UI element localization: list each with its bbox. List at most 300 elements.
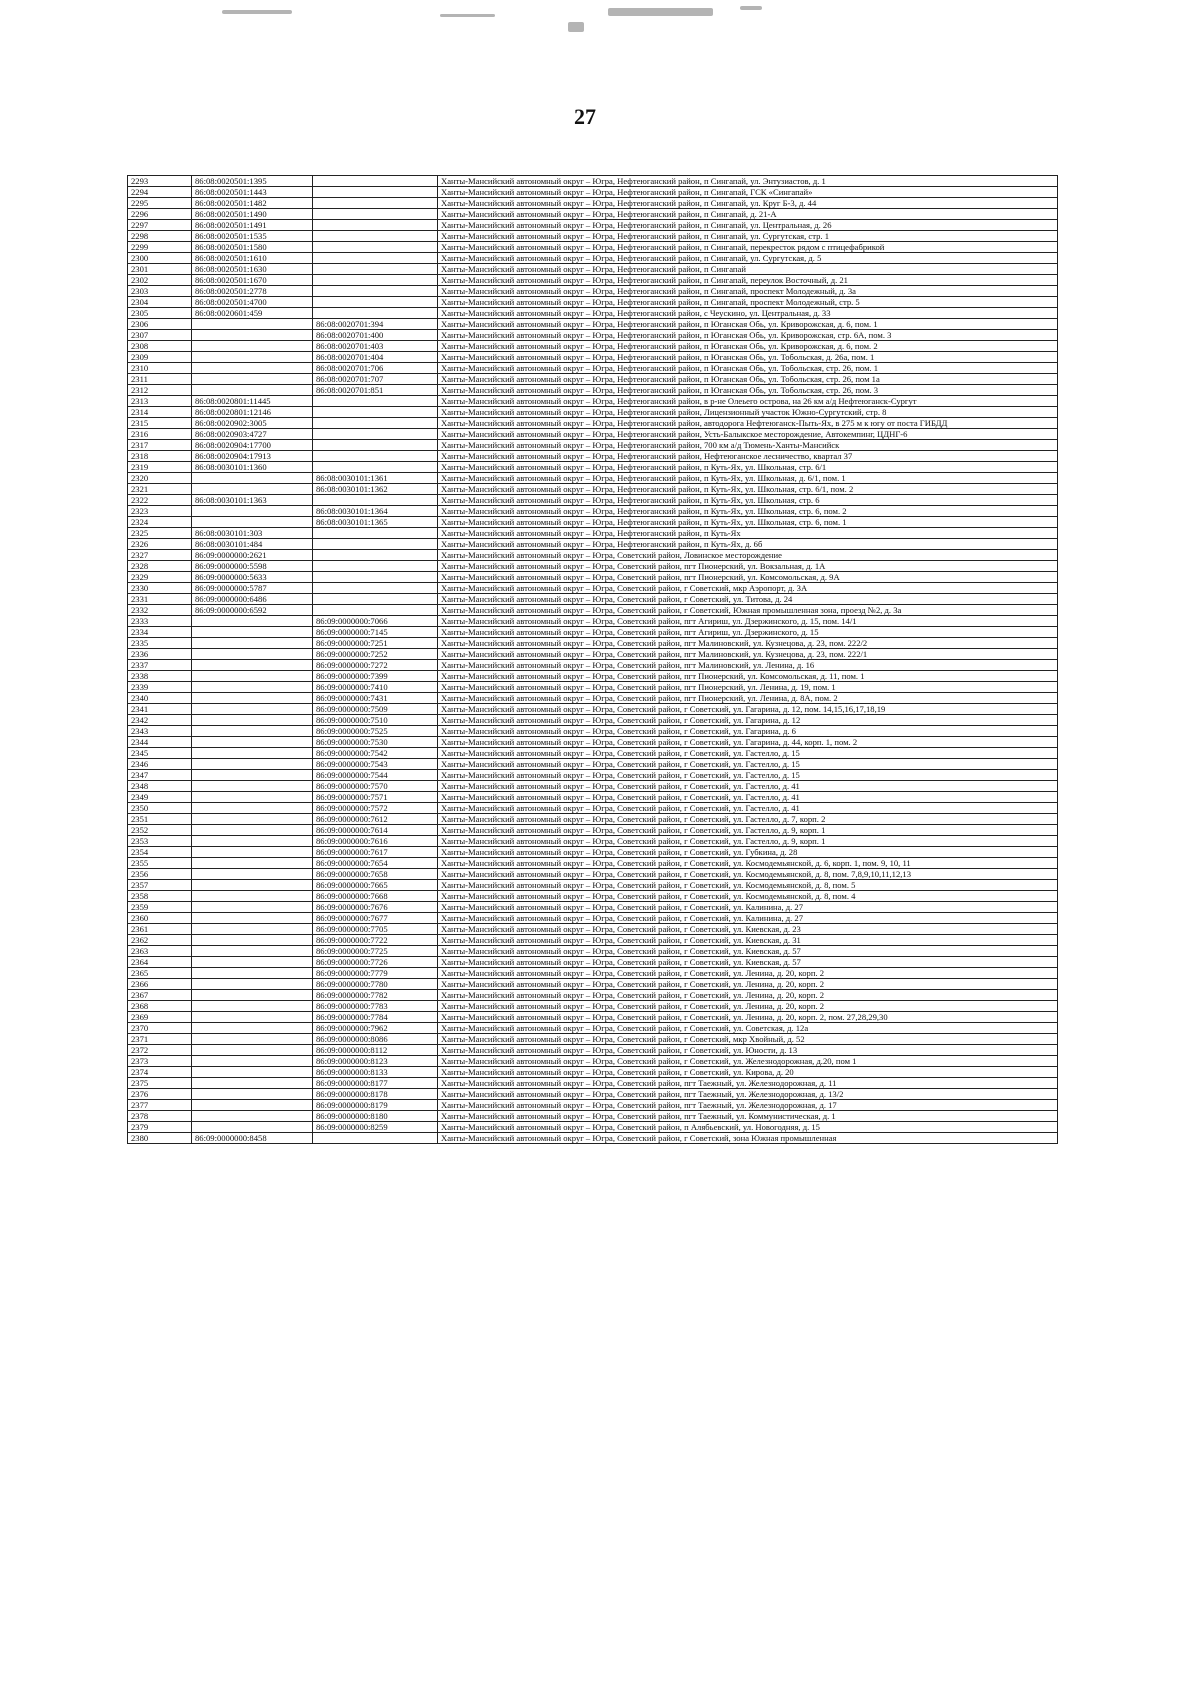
table-row xyxy=(128,979,1058,990)
address-cell: Ханты-Мансийский автономный округ – Югра, Нефтеюганский район, п Сингапай, ул. Энтузиастов, д. 1 xyxy=(438,176,1058,187)
address-cell: Ханты-Мансийский автономный округ – Югра, Советский район, г Советский, ул. Юности, д. 13 xyxy=(438,1045,1058,1056)
cadastral-number-cell: 86:08:0020903:4727 xyxy=(192,429,313,440)
table-row xyxy=(128,385,1058,396)
address-cell: Ханты-Мансийский автономный округ – Югра, Советский район, пгт Пионерский, ул. Комсомольская, д. 11, пом. 1 xyxy=(438,671,1058,682)
premises-cadastral-number-cell: 86:09:0000000:7509 xyxy=(313,704,438,715)
row-number-cell: 2372 xyxy=(128,1045,192,1056)
address-cell: Ханты-Мансийский автономный округ – Югра, Советский район, г Советский, ул. Гастелло, д. 41 xyxy=(438,803,1058,814)
row-number-cell: 2357 xyxy=(128,880,192,891)
cadastral-number-cell xyxy=(192,352,313,363)
row-number-cell: 2311 xyxy=(128,374,192,385)
row-number-cell: 2320 xyxy=(128,473,192,484)
premises-cadastral-number-cell: 86:08:0020701:851 xyxy=(313,385,438,396)
premises-cadastral-number-cell xyxy=(313,561,438,572)
table-row xyxy=(128,803,1058,814)
row-number-cell: 2375 xyxy=(128,1078,192,1089)
premises-cadastral-number-cell: 86:08:0030101:1362 xyxy=(313,484,438,495)
cadastral-number-cell: 86:09:0000000:5598 xyxy=(192,561,313,572)
premises-cadastral-number-cell: 86:09:0000000:8086 xyxy=(313,1034,438,1045)
premises-cadastral-number-cell xyxy=(313,198,438,209)
cadastral-number-cell xyxy=(192,770,313,781)
row-number-cell: 2298 xyxy=(128,231,192,242)
table-row xyxy=(128,847,1058,858)
row-number-cell: 2317 xyxy=(128,440,192,451)
premises-cadastral-number-cell: 86:09:0000000:7616 xyxy=(313,836,438,847)
address-cell: Ханты-Мансийский автономный округ – Югра, Советский район, г Советский, ул. Гастелло, д. 41 xyxy=(438,781,1058,792)
address-cell: Ханты-Мансийский автономный округ – Югра, Нефтеюганский район, п Куть-Ях, ул. Школьная, стр. 6, пом. 2 xyxy=(438,506,1058,517)
row-number-cell: 2362 xyxy=(128,935,192,946)
premises-cadastral-number-cell: 86:09:0000000:7617 xyxy=(313,847,438,858)
table-row xyxy=(128,836,1058,847)
address-cell: Ханты-Мансийский автономный округ – Югра, Советский район, г Советский, ул. Гастелло, д. 9, корп. 1 xyxy=(438,836,1058,847)
cadastral-number-cell xyxy=(192,880,313,891)
table-row xyxy=(128,814,1058,825)
row-number-cell: 2294 xyxy=(128,187,192,198)
table-row xyxy=(128,1023,1058,1034)
cadastral-number-cell: 86:09:0000000:6592 xyxy=(192,605,313,616)
row-number-cell: 2299 xyxy=(128,242,192,253)
address-cell: Ханты-Мансийский автономный округ – Югра, Нефтеюганский район, п Куть-Ях, ул. Школьная, стр. 6/1 xyxy=(438,462,1058,473)
cadastral-number-cell xyxy=(192,1034,313,1045)
cadastral-number-cell xyxy=(192,748,313,759)
table-row xyxy=(128,1034,1058,1045)
cadastral-number-cell xyxy=(192,869,313,880)
table-row xyxy=(128,572,1058,583)
row-number-cell: 2307 xyxy=(128,330,192,341)
address-cell: Ханты-Мансийский автономный округ – Югра, Нефтеюганский район, 700 км а/д Тюмень-Ханты-Мансийск xyxy=(438,440,1058,451)
address-cell: Ханты-Мансийский автономный округ – Югра, Нефтеюганский район, п Юганская Обь, ул. Тобольская, стр. 26, пом. 3 xyxy=(438,385,1058,396)
table-row xyxy=(128,968,1058,979)
premises-cadastral-number-cell xyxy=(313,231,438,242)
table-row xyxy=(128,396,1058,407)
cadastral-number-cell: 86:08:0020501:1395 xyxy=(192,176,313,187)
address-cell: Ханты-Мансийский автономный округ – Югра, Нефтеюганский район, п Куть-Ях, ул. Школьная, стр. 6/1, пом. 2 xyxy=(438,484,1058,495)
address-cell: Ханты-Мансийский автономный округ – Югра, Советский район, г Советский, ул. Ленина, д. 20, корп. 2, пом. 27,28,29,30 xyxy=(438,1012,1058,1023)
row-number-cell: 2360 xyxy=(128,913,192,924)
table-row xyxy=(128,1111,1058,1122)
cadastral-number-cell xyxy=(192,649,313,660)
cadastral-number-cell xyxy=(192,1001,313,1012)
premises-cadastral-number-cell: 86:08:0020701:706 xyxy=(313,363,438,374)
table-row xyxy=(128,693,1058,704)
cadastral-number-cell xyxy=(192,1122,313,1133)
premises-cadastral-number-cell: 86:09:0000000:7544 xyxy=(313,770,438,781)
address-cell: Ханты-Мансийский автономный округ – Югра, Советский район, г Советский, ул. Гастелло, д. 9, корп. 1 xyxy=(438,825,1058,836)
table-row xyxy=(128,330,1058,341)
table-row xyxy=(128,1133,1058,1144)
table-row xyxy=(128,198,1058,209)
row-number-cell: 2333 xyxy=(128,616,192,627)
cadastral-number-cell: 86:08:0020501:2778 xyxy=(192,286,313,297)
table-row xyxy=(128,1001,1058,1012)
table-row xyxy=(128,264,1058,275)
table-row xyxy=(128,891,1058,902)
premises-cadastral-number-cell xyxy=(313,572,438,583)
address-cell: Ханты-Мансийский автономный округ – Югра, Советский район, г Советский, ул. Космодемьянской, д. 6, корп. 1, пом. 9, 10, 11 xyxy=(438,858,1058,869)
table-row xyxy=(128,737,1058,748)
cadastral-number-cell xyxy=(192,1089,313,1100)
table-row xyxy=(128,924,1058,935)
address-cell: Ханты-Мансийский автономный округ – Югра, Советский район, пгт Малиновский, ул. Ленина, д. 16 xyxy=(438,660,1058,671)
address-cell: Ханты-Мансийский автономный округ – Югра, Советский район, г Советский, зона Южная промышленная xyxy=(438,1133,1058,1144)
address-cell: Ханты-Мансийский автономный округ – Югра, Советский район, Ловинское месторождение xyxy=(438,550,1058,561)
table-row xyxy=(128,341,1058,352)
registry-table-body xyxy=(128,176,1058,1144)
premises-cadastral-number-cell: 86:09:0000000:7705 xyxy=(313,924,438,935)
row-number-cell: 2373 xyxy=(128,1056,192,1067)
row-number-cell: 2339 xyxy=(128,682,192,693)
row-number-cell: 2345 xyxy=(128,748,192,759)
premises-cadastral-number-cell: 86:08:0020701:400 xyxy=(313,330,438,341)
table-row xyxy=(128,627,1058,638)
premises-cadastral-number-cell xyxy=(313,187,438,198)
address-cell: Ханты-Мансийский автономный округ – Югра, Советский район, г Советский, ул. Гагарина, д. 12, пом. 14,15,16,17,18,19 xyxy=(438,704,1058,715)
address-cell: Ханты-Мансийский автономный округ – Югра, Нефтеюганский район, Усть-Балыкское месторождение, Автокемпинг, ЦДНГ-6 xyxy=(438,429,1058,440)
premises-cadastral-number-cell xyxy=(313,550,438,561)
premises-cadastral-number-cell xyxy=(313,462,438,473)
premises-cadastral-number-cell: 86:09:0000000:7726 xyxy=(313,957,438,968)
premises-cadastral-number-cell: 86:09:0000000:7525 xyxy=(313,726,438,737)
premises-cadastral-number-cell xyxy=(313,275,438,286)
cadastral-number-cell xyxy=(192,660,313,671)
cadastral-number-cell xyxy=(192,1023,313,1034)
table-row xyxy=(128,209,1058,220)
table-row xyxy=(128,286,1058,297)
premises-cadastral-number-cell: 86:09:0000000:7658 xyxy=(313,869,438,880)
table-row xyxy=(128,297,1058,308)
address-cell: Ханты-Мансийский автономный округ – Югра, Нефтеюганский район, п Юганская Обь, ул. Тобольская, стр. 26, пом. 1 xyxy=(438,363,1058,374)
premises-cadastral-number-cell xyxy=(313,176,438,187)
cadastral-number-cell xyxy=(192,979,313,990)
row-number-cell: 2309 xyxy=(128,352,192,363)
premises-cadastral-number-cell xyxy=(313,1133,438,1144)
address-cell: Ханты-Мансийский автономный округ – Югра, Нефтеюганский район, автодорога Нефтеюганск-Пыть-Ях, в 275 м к югу от поста ГИБДД xyxy=(438,418,1058,429)
address-cell: Ханты-Мансийский автономный округ – Югра, Советский район, г Советский, ул. Советская, д. 12а xyxy=(438,1023,1058,1034)
table-row xyxy=(128,561,1058,572)
premises-cadastral-number-cell: 86:09:0000000:7272 xyxy=(313,660,438,671)
row-number-cell: 2316 xyxy=(128,429,192,440)
table-row xyxy=(128,880,1058,891)
row-number-cell: 2352 xyxy=(128,825,192,836)
row-number-cell: 2378 xyxy=(128,1111,192,1122)
row-number-cell: 2340 xyxy=(128,693,192,704)
row-number-cell: 2371 xyxy=(128,1034,192,1045)
cadastral-number-cell xyxy=(192,814,313,825)
premises-cadastral-number-cell xyxy=(313,451,438,462)
table-row xyxy=(128,308,1058,319)
address-cell: Ханты-Мансийский автономный округ – Югра, Советский район, г Советский, ул. Киевская, д. 57 xyxy=(438,946,1058,957)
row-number-cell: 2328 xyxy=(128,561,192,572)
premises-cadastral-number-cell: 86:09:0000000:7251 xyxy=(313,638,438,649)
cadastral-number-cell xyxy=(192,737,313,748)
row-number-cell: 2354 xyxy=(128,847,192,858)
row-number-cell: 2348 xyxy=(128,781,192,792)
premises-cadastral-number-cell: 86:09:0000000:8112 xyxy=(313,1045,438,1056)
cadastral-number-cell xyxy=(192,836,313,847)
row-number-cell: 2349 xyxy=(128,792,192,803)
premises-cadastral-number-cell xyxy=(313,495,438,506)
cadastral-number-cell xyxy=(192,330,313,341)
address-cell: Ханты-Мансийский автономный округ – Югра, Советский район, г Советский, ул. Киевская, д. 23 xyxy=(438,924,1058,935)
address-cell: Ханты-Мансийский автономный округ – Югра, Нефтеюганский район, п Сингапай, ул. Сургутская, д. 5 xyxy=(438,253,1058,264)
table-row xyxy=(128,858,1058,869)
row-number-cell: 2323 xyxy=(128,506,192,517)
address-cell: Ханты-Мансийский автономный округ – Югра, Нефтеюганский район, п Сингапай, проспект Молодежный, стр. 5 xyxy=(438,297,1058,308)
premises-cadastral-number-cell: 86:09:0000000:7782 xyxy=(313,990,438,1001)
cadastral-number-cell: 86:09:0000000:5633 xyxy=(192,572,313,583)
cadastral-number-cell: 86:08:0020501:1491 xyxy=(192,220,313,231)
premises-cadastral-number-cell xyxy=(313,407,438,418)
address-cell: Ханты-Мансийский автономный округ – Югра, Нефтеюганский район, п Юганская Обь, ул. Криворожская, д. 6, пом. 2 xyxy=(438,341,1058,352)
cadastral-number-cell xyxy=(192,517,313,528)
cadastral-number-cell xyxy=(192,1111,313,1122)
address-cell: Ханты-Мансийский автономный округ – Югра, Советский район, пгт Агириш, ул. Дзержинского, д. 15, пом. 14/1 xyxy=(438,616,1058,627)
premises-cadastral-number-cell: 86:09:0000000:7780 xyxy=(313,979,438,990)
table-row xyxy=(128,550,1058,561)
table-row xyxy=(128,242,1058,253)
address-cell: Ханты-Мансийский автономный округ – Югра, Нефтеюганский район, п Сингапай, проспект Молодежный, д. 3а xyxy=(438,286,1058,297)
cadastral-number-cell: 86:08:0030101:1360 xyxy=(192,462,313,473)
row-number-cell: 2364 xyxy=(128,957,192,968)
address-cell: Ханты-Мансийский автономный округ – Югра, Нефтеюганский район, п Куть-Ях, д. 6б xyxy=(438,539,1058,550)
table-row xyxy=(128,638,1058,649)
table-row xyxy=(128,231,1058,242)
premises-cadastral-number-cell: 86:09:0000000:7530 xyxy=(313,737,438,748)
cadastral-number-cell xyxy=(192,693,313,704)
address-cell: Ханты-Мансийский автономный округ – Югра, Нефтеюганский район, п Сингапай, переулок Восточный, д. 21 xyxy=(438,275,1058,286)
cadastral-number-cell xyxy=(192,715,313,726)
table-row xyxy=(128,682,1058,693)
table-row xyxy=(128,528,1058,539)
address-cell: Ханты-Мансийский автономный округ – Югра, Советский район, г Советский, мкр Хвойный, д. 52 xyxy=(438,1034,1058,1045)
cadastral-number-cell: 86:08:0020501:1670 xyxy=(192,275,313,286)
premises-cadastral-number-cell: 86:09:0000000:8133 xyxy=(313,1067,438,1078)
row-number-cell: 2367 xyxy=(128,990,192,1001)
address-cell: Ханты-Мансийский автономный округ – Югра, Советский район, г Советский, ул. Ленина, д. 20, корп. 2 xyxy=(438,979,1058,990)
table-row xyxy=(128,1012,1058,1023)
row-number-cell: 2350 xyxy=(128,803,192,814)
cadastral-number-cell: 86:08:0030101:1363 xyxy=(192,495,313,506)
row-number-cell: 2295 xyxy=(128,198,192,209)
cadastral-number-cell xyxy=(192,682,313,693)
table-row xyxy=(128,517,1058,528)
address-cell: Ханты-Мансийский автономный округ – Югра, Советский район, п Алябьевский, ул. Новогодняя, д. 15 xyxy=(438,1122,1058,1133)
cadastral-number-cell: 86:09:0000000:6486 xyxy=(192,594,313,605)
address-cell: Ханты-Мансийский автономный округ – Югра, Советский район, г Советский, ул. Гагарина, д. 6 xyxy=(438,726,1058,737)
premises-cadastral-number-cell: 86:09:0000000:7614 xyxy=(313,825,438,836)
cadastral-number-cell xyxy=(192,924,313,935)
table-row xyxy=(128,649,1058,660)
address-cell: Ханты-Мансийский автономный округ – Югра, Советский район, г Советский, ул. Гагарина, д. 12 xyxy=(438,715,1058,726)
premises-cadastral-number-cell xyxy=(313,264,438,275)
row-number-cell: 2331 xyxy=(128,594,192,605)
address-cell: Ханты-Мансийский автономный округ – Югра, Советский район, пгт Таежный, ул. Железнодорожная, д. 13/2 xyxy=(438,1089,1058,1100)
table-row xyxy=(128,440,1058,451)
row-number-cell: 2336 xyxy=(128,649,192,660)
table-row xyxy=(128,352,1058,363)
cadastral-number-cell xyxy=(192,781,313,792)
row-number-cell: 2365 xyxy=(128,968,192,979)
cadastral-number-cell xyxy=(192,319,313,330)
table-row xyxy=(128,715,1058,726)
table-row xyxy=(128,781,1058,792)
cadastral-number-cell: 86:08:0020501:1610 xyxy=(192,253,313,264)
address-cell: Ханты-Мансийский автономный округ – Югра, Советский район, г Советский, Южная промышленная зона, проезд №2, д. 3а xyxy=(438,605,1058,616)
premises-cadastral-number-cell: 86:09:0000000:8259 xyxy=(313,1122,438,1133)
row-number-cell: 2326 xyxy=(128,539,192,550)
table-row xyxy=(128,407,1058,418)
premises-cadastral-number-cell xyxy=(313,440,438,451)
table-row xyxy=(128,187,1058,198)
premises-cadastral-number-cell: 86:09:0000000:7410 xyxy=(313,682,438,693)
premises-cadastral-number-cell: 86:08:0030101:1364 xyxy=(313,506,438,517)
cadastral-number-cell: 86:08:0020501:1630 xyxy=(192,264,313,275)
premises-cadastral-number-cell: 86:09:0000000:7431 xyxy=(313,693,438,704)
row-number-cell: 2312 xyxy=(128,385,192,396)
address-cell: Ханты-Мансийский автономный округ – Югра, Советский район, г Советский, ул. Ленина, д. 20, корп. 2 xyxy=(438,968,1058,979)
cadastral-number-cell: 86:08:0020501:1443 xyxy=(192,187,313,198)
address-cell: Ханты-Мансийский автономный округ – Югра, Советский район, пгт Агириш, ул. Дзержинского, д. 15 xyxy=(438,627,1058,638)
premises-cadastral-number-cell: 86:09:0000000:8179 xyxy=(313,1100,438,1111)
premises-cadastral-number-cell: 86:08:0030101:1365 xyxy=(313,517,438,528)
table-row xyxy=(128,792,1058,803)
address-cell: Ханты-Мансийский автономный округ – Югра, Нефтеюганский район, п Сингапай, ул. Круг Б-3, д. 44 xyxy=(438,198,1058,209)
table-row xyxy=(128,539,1058,550)
cadastral-number-cell: 86:08:0020501:1535 xyxy=(192,231,313,242)
cadastral-number-cell xyxy=(192,385,313,396)
page-number: 27 xyxy=(574,104,596,129)
table-row xyxy=(128,429,1058,440)
row-number-cell: 2346 xyxy=(128,759,192,770)
premises-cadastral-number-cell xyxy=(313,396,438,407)
table-row xyxy=(128,759,1058,770)
premises-cadastral-number-cell: 86:08:0020701:404 xyxy=(313,352,438,363)
address-cell: Ханты-Мансийский автономный округ – Югра, Нефтеюганский район, Лицензионный участок Южно-Сургутский, стр. 8 xyxy=(438,407,1058,418)
row-number-cell: 2351 xyxy=(128,814,192,825)
premises-cadastral-number-cell: 86:09:0000000:7783 xyxy=(313,1001,438,1012)
address-cell: Ханты-Мансийский автономный округ – Югра, Советский район, г Советский, ул. Гастелло, д. 7, корп. 2 xyxy=(438,814,1058,825)
address-cell: Ханты-Мансийский автономный округ – Югра, Советский район, г Советский, ул. Ленина, д. 20, корп. 2 xyxy=(438,1001,1058,1012)
cadastral-number-cell xyxy=(192,704,313,715)
address-cell: Ханты-Мансийский автономный округ – Югра, Советский район, пгт Малиновский, ул. Кузнецова, д. 23, пом. 222/2 xyxy=(438,638,1058,649)
table-row xyxy=(128,495,1058,506)
row-number-cell: 2334 xyxy=(128,627,192,638)
row-number-cell: 2370 xyxy=(128,1023,192,1034)
row-number-cell: 2374 xyxy=(128,1067,192,1078)
row-number-cell: 2366 xyxy=(128,979,192,990)
address-cell: Ханты-Мансийский автономный округ – Югра, Нефтеюганский район, п Сингапай, перекресток рядом с птицефабрикой xyxy=(438,242,1058,253)
row-number-cell: 2342 xyxy=(128,715,192,726)
row-number-cell: 2356 xyxy=(128,869,192,880)
address-cell: Ханты-Мансийский автономный округ – Югра, Советский район, г Советский, ул. Железнодорожная, д.20, пом 1 xyxy=(438,1056,1058,1067)
table-row xyxy=(128,473,1058,484)
premises-cadastral-number-cell: 86:09:0000000:7399 xyxy=(313,671,438,682)
scan-artifact xyxy=(222,10,292,14)
table-row xyxy=(128,451,1058,462)
address-cell: Ханты-Мансийский автономный округ – Югра, Советский район, пгт Малиновский, ул. Кузнецова, д. 23, пом. 222/1 xyxy=(438,649,1058,660)
address-cell: Ханты-Мансийский автономный округ – Югра, Нефтеюганский район, п Юганская Обь, ул. Тобольская, стр. 26, пом 1а xyxy=(438,374,1058,385)
premises-cadastral-number-cell: 86:09:0000000:7252 xyxy=(313,649,438,660)
cadastral-number-cell xyxy=(192,990,313,1001)
row-number-cell: 2301 xyxy=(128,264,192,275)
table-row xyxy=(128,748,1058,759)
row-number-cell: 2310 xyxy=(128,363,192,374)
address-cell: Ханты-Мансийский автономный округ – Югра, Советский район, г Советский, ул. Титова, д. 24 xyxy=(438,594,1058,605)
cadastral-number-cell: 86:08:0020902:3005 xyxy=(192,418,313,429)
address-cell: Ханты-Мансийский автономный округ – Югра, Нефтеюганский район, п Сингапай xyxy=(438,264,1058,275)
row-number-cell: 2319 xyxy=(128,462,192,473)
address-cell: Ханты-Мансийский автономный округ – Югра, Советский район, пгт Таежный, ул. Железнодорожная, д. 17 xyxy=(438,1100,1058,1111)
premises-cadastral-number-cell: 86:09:0000000:7665 xyxy=(313,880,438,891)
address-cell: Ханты-Мансийский автономный округ – Югра, Советский район, пгт Пионерский, ул. Комсомольская, д. 9А xyxy=(438,572,1058,583)
premises-cadastral-number-cell: 86:08:0020701:403 xyxy=(313,341,438,352)
cadastral-number-cell xyxy=(192,627,313,638)
row-number-cell: 2343 xyxy=(128,726,192,737)
row-number-cell: 2358 xyxy=(128,891,192,902)
cadastral-number-cell xyxy=(192,1078,313,1089)
row-number-cell: 2304 xyxy=(128,297,192,308)
row-number-cell: 2337 xyxy=(128,660,192,671)
premises-cadastral-number-cell xyxy=(313,308,438,319)
table-row xyxy=(128,363,1058,374)
address-cell: Ханты-Мансийский автономный округ – Югра, Нефтеюганский район, п Сингапай, ГСК «Сингапай» xyxy=(438,187,1058,198)
table-row xyxy=(128,594,1058,605)
address-cell: Ханты-Мансийский автономный округ – Югра, Советский район, г Советский, ул. Космодемьянской, д. 8, пом. 4 xyxy=(438,891,1058,902)
premises-cadastral-number-cell xyxy=(313,242,438,253)
premises-cadastral-number-cell: 86:09:0000000:7145 xyxy=(313,627,438,638)
address-cell: Ханты-Мансийский автономный округ – Югра, Советский район, г Советский, ул. Киевская, д. 57 xyxy=(438,957,1058,968)
table-row xyxy=(128,1122,1058,1133)
premises-cadastral-number-cell: 86:09:0000000:7722 xyxy=(313,935,438,946)
row-number-cell: 2308 xyxy=(128,341,192,352)
row-number-cell: 2332 xyxy=(128,605,192,616)
cadastral-number-cell xyxy=(192,825,313,836)
cadastral-number-cell xyxy=(192,1056,313,1067)
address-cell: Ханты-Мансийский автономный округ – Югра, Советский район, г Советский, ул. Ленина, д. 20, корп. 2 xyxy=(438,990,1058,1001)
premises-cadastral-number-cell xyxy=(313,286,438,297)
premises-cadastral-number-cell: 86:09:0000000:8123 xyxy=(313,1056,438,1067)
row-number-cell: 2335 xyxy=(128,638,192,649)
address-cell: Ханты-Мансийский автономный округ – Югра, Советский район, г Советский, ул. Калинина, д. 27 xyxy=(438,913,1058,924)
table-row xyxy=(128,1078,1058,1089)
table-row xyxy=(128,319,1058,330)
table-row xyxy=(128,462,1058,473)
address-cell: Ханты-Мансийский автономный округ – Югра, Советский район, г Советский, мкр Аэропорт, д. 3А xyxy=(438,583,1058,594)
address-cell: Ханты-Мансийский автономный округ – Югра, Нефтеюганский район, п Юганская Обь, ул. Криворожская, стр. 6А, пом. 3 xyxy=(438,330,1058,341)
address-cell: Ханты-Мансийский автономный округ – Югра, Нефтеюганский район, п Сингапай, д. 21-А xyxy=(438,209,1058,220)
row-number-cell: 2321 xyxy=(128,484,192,495)
scan-artifact xyxy=(568,22,584,32)
cadastral-number-cell xyxy=(192,1045,313,1056)
row-number-cell: 2306 xyxy=(128,319,192,330)
table-row xyxy=(128,484,1058,495)
premises-cadastral-number-cell xyxy=(313,253,438,264)
cadastral-number-cell xyxy=(192,913,313,924)
row-number-cell: 2353 xyxy=(128,836,192,847)
row-number-cell: 2369 xyxy=(128,1012,192,1023)
premises-cadastral-number-cell: 86:09:0000000:7570 xyxy=(313,781,438,792)
row-number-cell: 2313 xyxy=(128,396,192,407)
premises-cadastral-number-cell xyxy=(313,594,438,605)
address-cell: Ханты-Мансийский автономный округ – Югра, Советский район, г Советский, ул. Космодемьянской, д. 8, пом. 7,8,9,10,11,12,13 xyxy=(438,869,1058,880)
table-row xyxy=(128,913,1058,924)
row-number-cell: 2368 xyxy=(128,1001,192,1012)
address-cell: Ханты-Мансийский автономный округ – Югра, Советский район, пгт Пионерский, ул. Ленина, д. 8А, пом. 2 xyxy=(438,693,1058,704)
table-row xyxy=(128,616,1058,627)
table-row xyxy=(128,660,1058,671)
premises-cadastral-number-cell xyxy=(313,605,438,616)
cadastral-number-cell xyxy=(192,946,313,957)
